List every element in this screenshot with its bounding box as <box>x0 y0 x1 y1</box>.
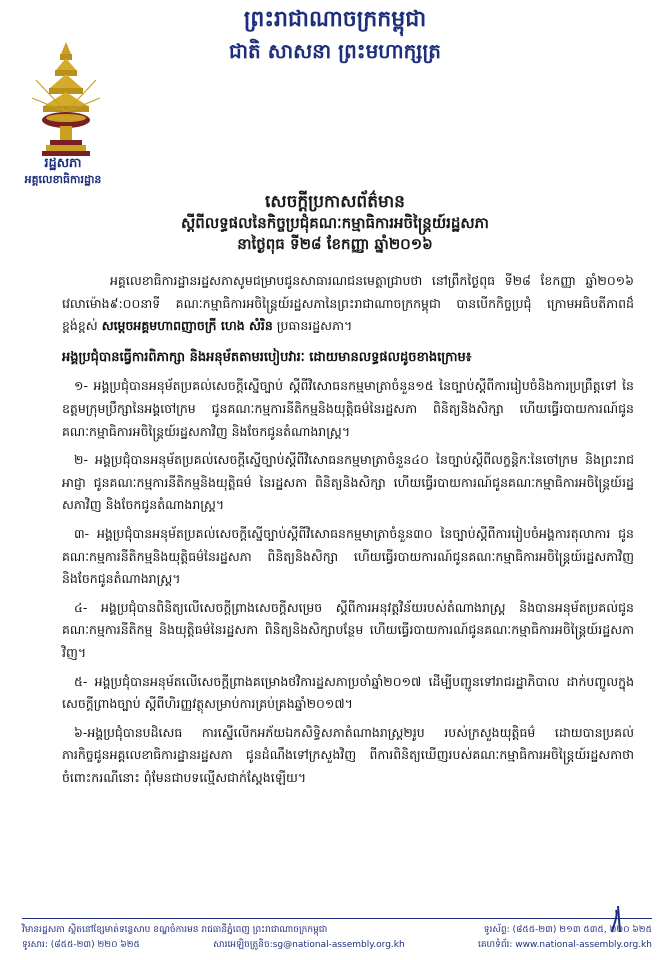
national-motto: ជាតិ សាសនា ព្រះមហាក្សត្រ <box>229 39 441 63</box>
agenda-item-5: ៥- អង្គប្រជុំបានអនុម័តលើសេចក្តីព្រាងគម្រោងថវិការដ្ឋសភាប្រចាំឆ្នាំ២០១៧ ដើម្បីបញ្ជូនទៅរាជរដ្ឋាភិបាល ដាក់បញ្ចូលក្នុងសេចក្តីព្រាងច្បាប់ ស្តីពីហិរញ្ញវត្ថុសម្រាប់ការគ្រប់គ្រងឆ្នាំ២០១៧។ <box>62 673 634 712</box>
document-title: សេចក្តីប្រកាសព័ត៌មាន <box>265 192 405 212</box>
footer-row-1 <box>22 923 652 938</box>
agenda-heading: អង្គប្រជុំបានធ្វើការពិភាក្សា និងអនុម័តតាមរបៀបវារៈ ដោយមានលទ្ធផលដូចខាងក្រោម៖ <box>62 349 472 365</box>
agenda-item-4: ៤- អង្គប្រជុំបានពិនិត្យលើសេចក្តីព្រាងសេចក្តីសម្រេច ស្តីពីការអនុវត្តវិន័យរបស់តំណាងរាស្ត្រ និងបានអនុម័តប្រគល់ជូនគណៈកម្មការនីតិកម្ម និងយុត្តិធម៌នៃរដ្ឋសភា ពិនិត្យនិងសិក្សាបន្ថែម ហើយធ្វើរបាយការណ៍ជូនគណៈកម្មាធិការអចិន្ត្រៃយ៍រដ្ឋសភាវិញ។ <box>62 599 634 660</box>
org-department: អគ្គលេខាធិការដ្ឋាន <box>24 173 102 186</box>
agenda-item-1: ១- អង្គប្រជុំបានអនុម័តប្រគល់សេចក្តីស្នើច្បាប់ ស្តីពីវិសោធនកម្មមាត្រាចំនួន១៥ នៃច្បាប់ស្តីពីការរៀបចំនិងការប្រព្រឹត្តទៅ នៃឧត្តមក្រុមប្រឹក្សានៃអង្គចៅក្រម ជូនគណៈកម្មការនីតិកម្មនិងយុត្តិធម៌នៃរដ្ឋសភា ពិនិត្យនិងសិក្សា ហើយធ្វើរបាយការណ៍ជូនគណៈកម្មាធិការអចិន្ត្រៃយ៍រដ្ឋសភាវិញ និងចែកជូនតំណាងរាស្ត្រ។ <box>62 378 634 439</box>
national-assembly-emblem-icon <box>30 40 102 160</box>
footer-website: គេហទំព័រ: www.national-assembly.org.kh <box>477 940 652 950</box>
document-date: នាថ្ងៃពុធ ទី២៨ ខែកញ្ញា ឆ្នាំ២០១៦ <box>237 235 433 253</box>
footer <box>22 918 652 953</box>
document-body <box>62 270 634 795</box>
intro-text-end: ប្រធានរដ្ឋសភា។ <box>272 318 353 334</box>
footer-fax: ទូរសារ: (៨៥៥-២៣) ២២០ ៦២៥ <box>22 940 140 950</box>
org-name: រដ្ឋសភា <box>44 156 82 171</box>
title-block <box>150 192 520 255</box>
footer-email: សារអេឡិចត្រូនិច:sg@national-assembly.org.kh <box>213 940 405 950</box>
document-subtitle: ស្តីពីលទ្ធផលនៃកិច្ចប្រជុំគណៈកម្មាធិការអចិន្ត្រៃយ៍រដ្ឋសភា <box>181 214 489 232</box>
intro-paragraph <box>62 270 634 338</box>
footer-phone: ទូរស័ព្ទ: (៨៥៥-២៣) ២១៣ ៥៣៥, ២២០ ៦២៥ <box>483 925 652 935</box>
agenda-item-3: ៣- អង្គប្រជុំបានអនុម័តប្រគល់សេចក្តីស្នើច្បាប់ស្តីពីវិសោធនកម្មមាត្រាចំនួន៣០ នៃច្បាប់ស្តីពីការរៀបចំអង្គការតុលាការ ជូនគណៈកម្មការនីតិកម្មនិងយុត្តិធម៌នៃរដ្ឋសភា ពិនិត្យនិងសិក្សា ហើយធ្វើរបាយការណ៍ជូនគណៈកម្មាធិការអចិន្ត្រៃយ៍រដ្ឋសភាវិញ និងចែកជូនតំណាងរាស្ត្រ។ <box>62 525 634 587</box>
footer-address: វិមានរដ្ឋសភា ស្ថិតនៅខ្សែមាត់ទន្លេសាប ខណ្ឌចំការមន រាជធានីភ្នំពេញ ព្រះរាជាណាចក្រកម្ពុជា <box>22 925 328 935</box>
agenda-item-6: ៦-អង្គប្រជុំបានបដិសេធ ការស្នើលើកអភ័យឯកសិទ្ធិសភាតំណាងរាស្ត្រ២រូប របស់ក្រសួងយុត្តិធម៌ ដោយបានប្រគល់ភារកិច្ចជូនអគ្គលេខាធិការដ្ឋានរដ្ឋសភា ជូនដំណឹងទៅក្រសួងវិញ ពីការពិនិត្យឃើញរបស់គណៈកម្មាធិការអចិន្ត្រៃយ៍រដ្ឋសភាថាចំពោះករណីនោះ ពុំមែនជាបទល្មើសជាក់ស្តែងឡើយ។ <box>62 724 634 785</box>
intro-text: អគ្គលេខាធិការដ្ឋានរដ្ឋសភាសូមជម្រាបជូនសាធារណជនមេត្តាជ្រាបថា នៅព្រឹកថ្ងៃពុធ ទី២៨ ខែកញ្ញា ឆ្នាំ២០១៦ វេលាម៉ោង៩:០០នាទី គណៈកម្មាធិការអចិន្ត្រៃយ៍រដ្ឋសភានៃព្រះរាជាណាចក្រកម្ពុជា បានបើកកិច្ចប្រជុំ ក្រោមអធិបតីភាពដ៏ខ្ពង់ខ្ពស់ <box>62 273 634 334</box>
organization-block <box>8 155 118 187</box>
intro-president-name: សម្តេចអគ្គមហាពញាចក្រី ហេង សំរិន <box>101 318 273 334</box>
footer-row-2 <box>22 938 652 953</box>
kingdom-header: ព្រះរាជាណាចក្រកម្ពុជា <box>243 7 427 32</box>
agenda-item-2: ២- អង្គប្រជុំបានអនុម័តប្រគល់សេចក្តីស្នើច្បាប់ស្តីពីវិសោធនកម្មមាត្រាចំនួន៤០ នៃច្បាប់ស្តីពីលក្ខន្តិកៈនៃចៅក្រម និងព្រះរាជអាជ្ញា ជូនគណៈកម្មការនីតិកម្មនិងយុត្តិធម៌ នៃរដ្ឋសភា ពិនិត្យនិងសិក្សា ហើយធ្វើរបាយការណ៍ជូនគណៈកម្មាធិការអចិន្ត្រៃយ៍រដ្ឋសភាវិញ និងចែកជូនតំណាងរាស្ត្រ។ <box>62 452 634 513</box>
